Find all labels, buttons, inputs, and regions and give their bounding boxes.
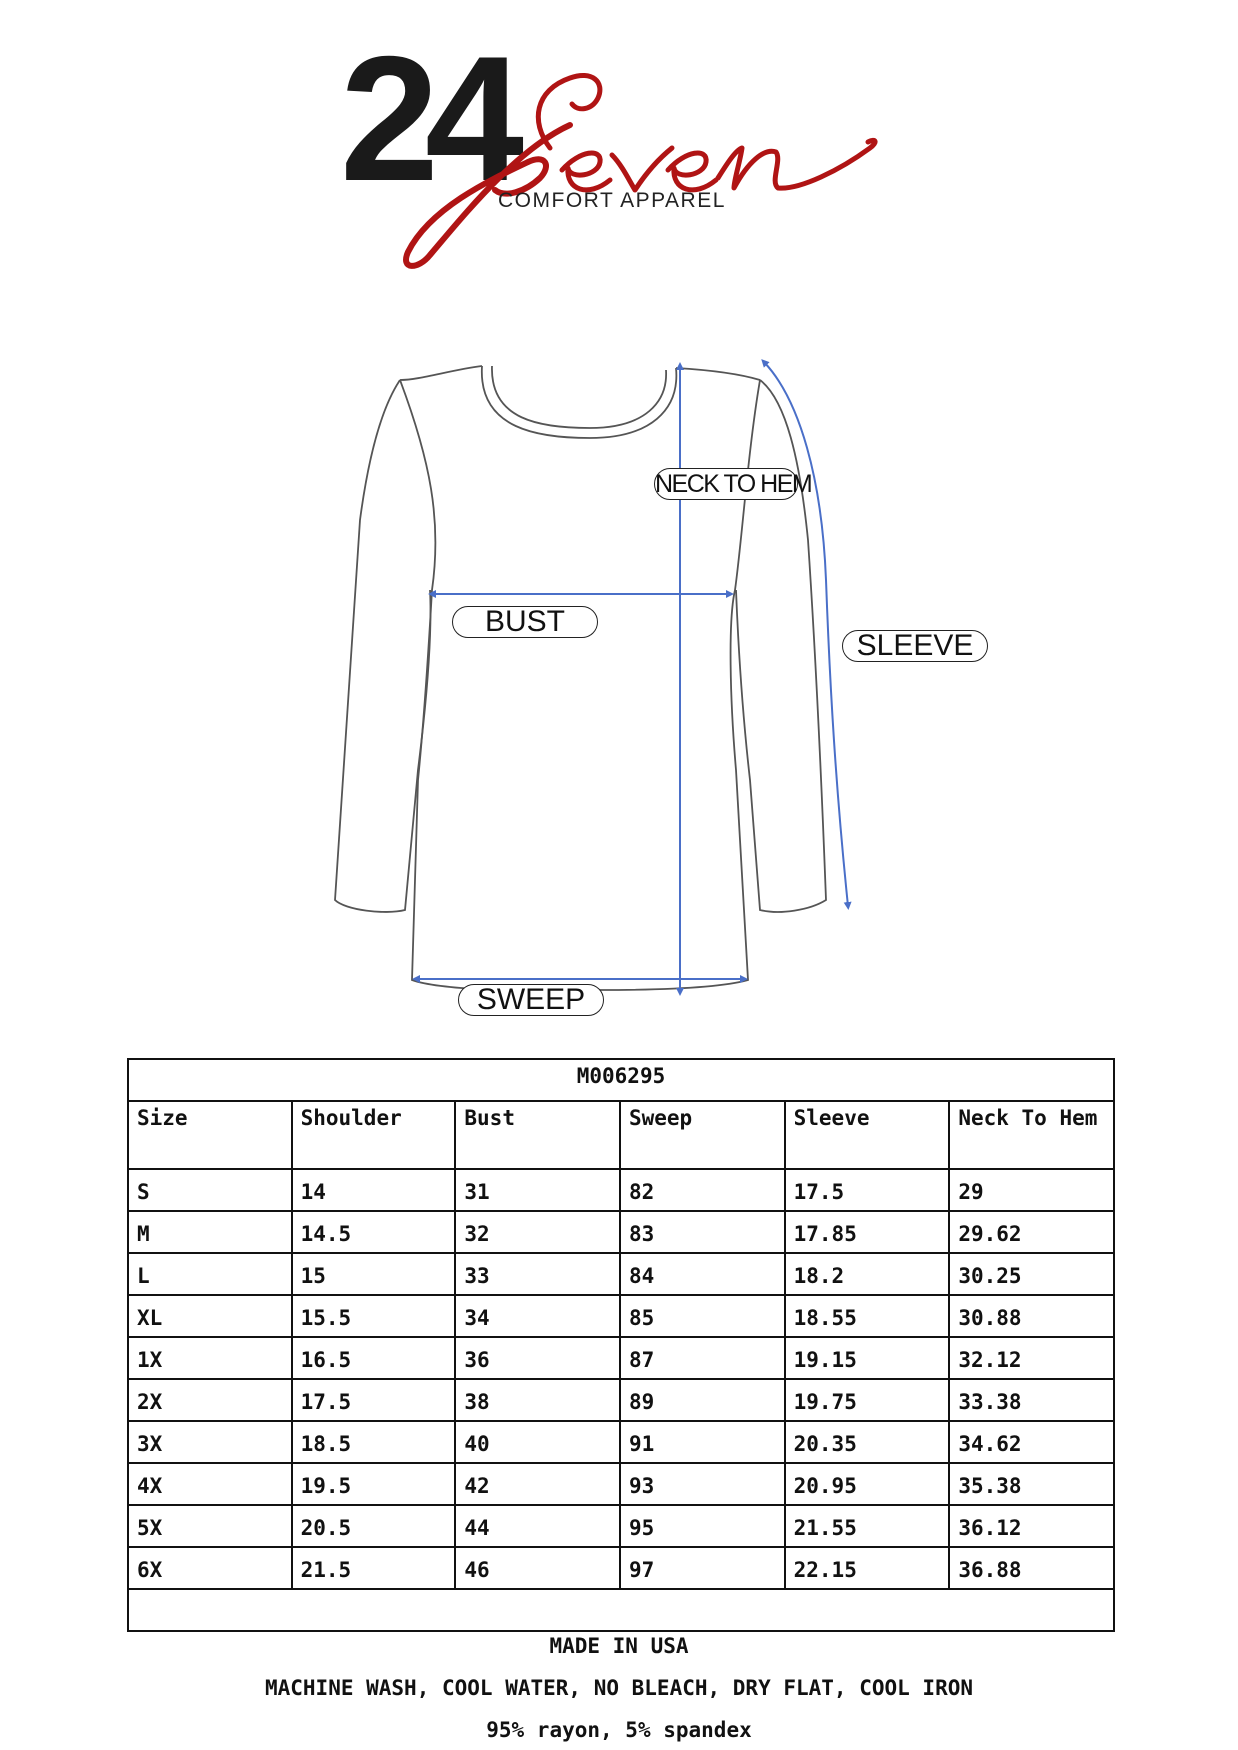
table-body (128, 1169, 1114, 1589)
cell-bust: 46 (455, 1547, 620, 1589)
cell-shoulder: 15.5 (292, 1295, 456, 1337)
table-row (128, 1337, 1114, 1379)
sweep-label: SWEEP (458, 984, 604, 1016)
cell-sweep: 93 (620, 1463, 785, 1505)
logo-number: 24 (340, 30, 510, 218)
cell-size: L (128, 1253, 292, 1295)
cell-size: 2X (128, 1379, 292, 1421)
cell-sleeve: 18.2 (785, 1253, 950, 1295)
cell-neck-to-hem: 32.12 (949, 1337, 1114, 1379)
garment-diagram (0, 340, 1238, 1020)
cell-bust: 44 (455, 1505, 620, 1547)
cell-neck-to-hem: 36.88 (949, 1547, 1114, 1589)
table-row (128, 1253, 1114, 1295)
cell-sleeve: 22.15 (785, 1547, 950, 1589)
cell-sweep: 83 (620, 1211, 785, 1253)
table-row (128, 1295, 1114, 1337)
cell-sweep: 95 (620, 1505, 785, 1547)
table-row (128, 1211, 1114, 1253)
cell-neck-to-hem: 30.88 (949, 1295, 1114, 1337)
cell-bust: 40 (455, 1421, 620, 1463)
table-row (128, 1463, 1114, 1505)
cell-shoulder: 18.5 (292, 1421, 456, 1463)
logo-tagline: COMFORT APPAREL (498, 189, 726, 212)
table-row (128, 1547, 1114, 1589)
table-row (128, 1379, 1114, 1421)
cell-size: 3X (128, 1421, 292, 1463)
cell-bust: 31 (455, 1169, 620, 1211)
cell-sweep: 87 (620, 1337, 785, 1379)
cell-neck-to-hem: 29.62 (949, 1211, 1114, 1253)
bust-label: BUST (452, 606, 598, 638)
header-sweep: Sweep (620, 1101, 785, 1169)
header-bust: Bust (455, 1101, 620, 1169)
cell-bust: 42 (455, 1463, 620, 1505)
shirt-outline (335, 366, 826, 991)
cell-sweep: 82 (620, 1169, 785, 1211)
empty-cell (128, 1589, 1114, 1631)
made-in-label: MADE IN USA (549, 1634, 689, 1658)
cell-neck-to-hem: 30.25 (949, 1253, 1114, 1295)
cell-sweep: 89 (620, 1379, 785, 1421)
cell-sleeve: 19.15 (785, 1337, 950, 1379)
cell-sweep: 85 (620, 1295, 785, 1337)
table-row (128, 1505, 1114, 1547)
header-neck-to-hem: Neck To Hem (949, 1101, 1114, 1169)
cell-shoulder: 21.5 (292, 1547, 456, 1589)
style-number: M006295 (128, 1059, 1114, 1101)
cell-sweep: 91 (620, 1421, 785, 1463)
cell-sleeve: 19.75 (785, 1379, 950, 1421)
cell-shoulder: 14 (292, 1169, 456, 1211)
sleeve-label: SLEEVE (842, 630, 988, 662)
header-row (128, 1101, 1114, 1169)
style-number-row (128, 1059, 1114, 1101)
header-size: Size (128, 1101, 292, 1169)
measurement-lines (416, 362, 848, 992)
table-row (128, 1421, 1114, 1463)
cell-bust: 33 (455, 1253, 620, 1295)
cell-bust: 36 (455, 1337, 620, 1379)
sleeve-line (764, 362, 848, 906)
cell-size: XL (128, 1295, 292, 1337)
cell-bust: 34 (455, 1295, 620, 1337)
cell-neck-to-hem: 36.12 (949, 1505, 1114, 1547)
cell-shoulder: 20.5 (292, 1505, 456, 1547)
cell-shoulder: 14.5 (292, 1211, 456, 1253)
header-sleeve: Sleeve (785, 1101, 950, 1169)
cell-shoulder: 17.5 (292, 1379, 456, 1421)
care-instructions: MACHINE WASH, COOL WATER, NO BLEACH, DRY FLAT, COOL IRON (264, 1676, 973, 1700)
cell-neck-to-hem: 35.38 (949, 1463, 1114, 1505)
cell-sleeve: 17.5 (785, 1169, 950, 1211)
cell-sleeve: 17.85 (785, 1211, 950, 1253)
cell-size: 1X (128, 1337, 292, 1379)
brand-logo (330, 30, 890, 270)
cell-sleeve: 20.95 (785, 1463, 950, 1505)
table-row (128, 1169, 1114, 1211)
fabric-content: 95% rayon, 5% spandex (486, 1718, 752, 1742)
cell-size: S (128, 1169, 292, 1211)
cell-bust: 38 (455, 1379, 620, 1421)
cell-size: M (128, 1211, 292, 1253)
cell-size: 5X (128, 1505, 292, 1547)
cell-sweep: 84 (620, 1253, 785, 1295)
cell-shoulder: 16.5 (292, 1337, 456, 1379)
empty-row (128, 1589, 1114, 1631)
cell-neck-to-hem: 33.38 (949, 1379, 1114, 1421)
cell-shoulder: 19.5 (292, 1463, 456, 1505)
cell-bust: 32 (455, 1211, 620, 1253)
cell-shoulder: 15 (292, 1253, 456, 1295)
cell-sleeve: 21.55 (785, 1505, 950, 1547)
cell-neck-to-hem: 29 (949, 1169, 1114, 1211)
cell-sweep: 97 (620, 1547, 785, 1589)
cell-sleeve: 18.55 (785, 1295, 950, 1337)
cell-sleeve: 20.35 (785, 1421, 950, 1463)
cell-size: 4X (128, 1463, 292, 1505)
neck-to-hem-label: NECK TO HEM (655, 470, 812, 498)
cell-size: 6X (128, 1547, 292, 1589)
size-chart-table (127, 1058, 1115, 1632)
header-shoulder: Shoulder (292, 1101, 456, 1169)
cell-neck-to-hem: 34.62 (949, 1421, 1114, 1463)
